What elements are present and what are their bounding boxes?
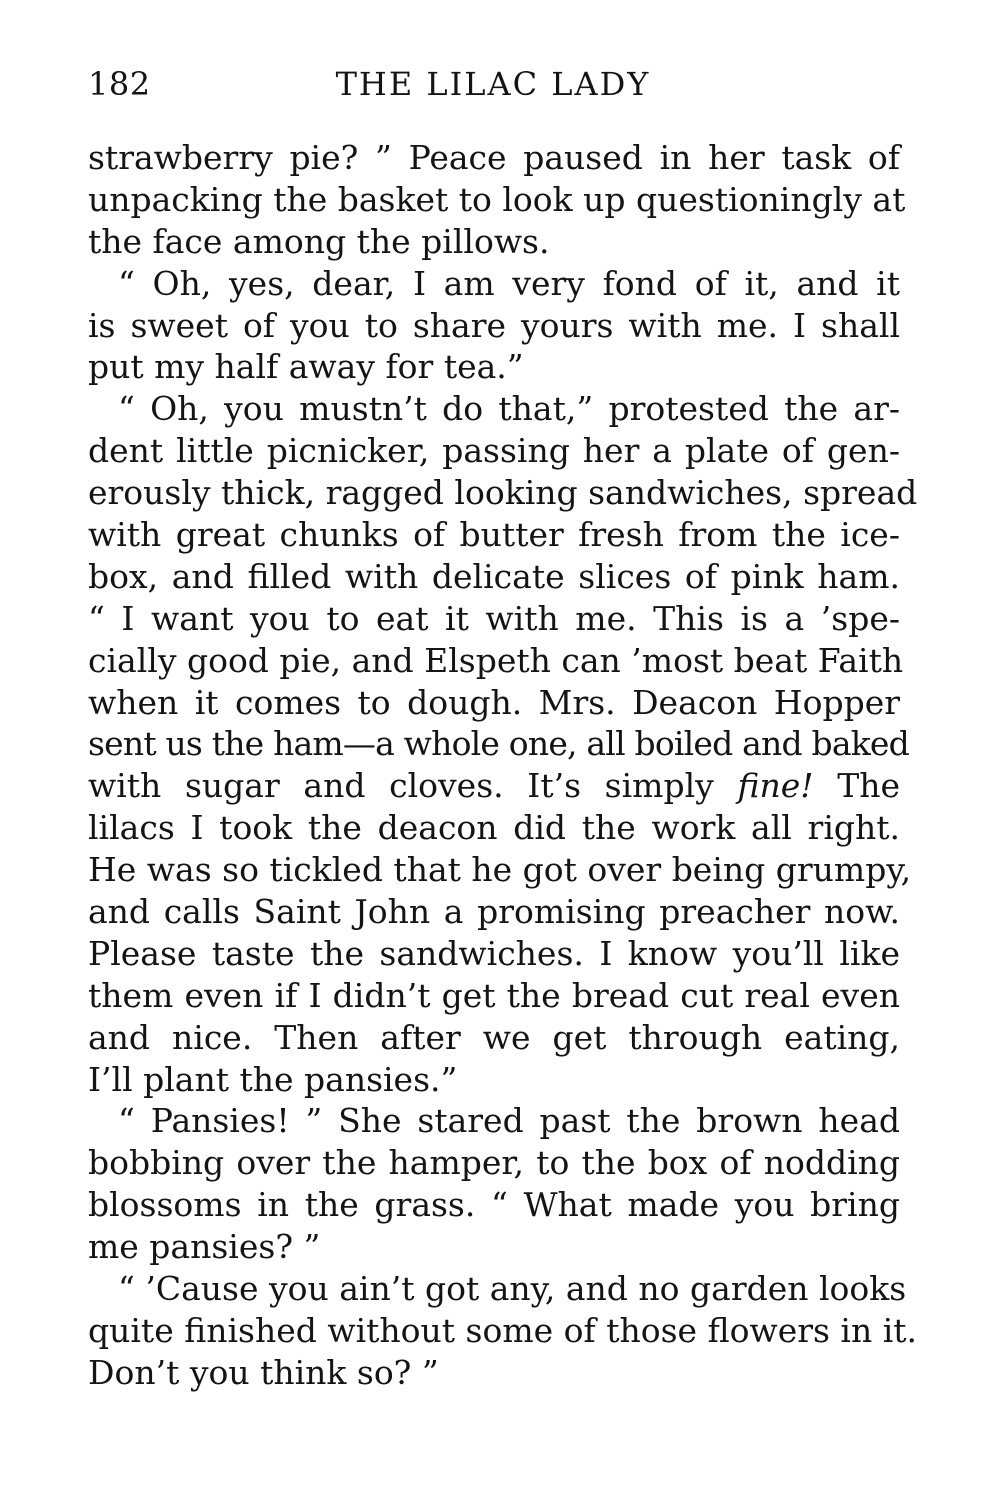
text-line: quite finished without some of those flowers in it. bbox=[88, 1310, 918, 1350]
running-title: THE LILAC LADY bbox=[335, 65, 651, 103]
text-line: and nice. Then after we get through eating, bbox=[88, 1017, 900, 1057]
text-line: “ I want you to eat it with me. This is a ’spe- bbox=[88, 598, 900, 638]
text-line: sent us the ham—a whole one, all boiled and baked bbox=[88, 724, 909, 764]
text-line: “ Pansies! ” She stared past the brown head bbox=[118, 1101, 900, 1141]
text-line: me pansies? ” bbox=[88, 1227, 321, 1267]
text-line: when it comes to dough. Mrs. Deacon Hopper bbox=[88, 682, 900, 722]
text-line: dent little picnicker, passing her a plate of gen- bbox=[88, 431, 900, 471]
text-line: I’ll plant the pansies.” bbox=[88, 1059, 458, 1099]
text-line: “ Oh, you mustn’t do that,” protested the ar- bbox=[118, 389, 900, 429]
text-line: is sweet of you to share yours with me. I shall bbox=[88, 305, 900, 345]
text-line: blossoms in the grass. “ What made you bring bbox=[88, 1185, 900, 1225]
text-line-with-emphasis bbox=[88, 765, 900, 807]
text-line: Please taste the sandwiches. I know you’ll like bbox=[88, 933, 900, 973]
page-header bbox=[88, 64, 898, 104]
text-line: strawberry pie? ” Peace paused in her task of bbox=[88, 138, 900, 177]
text-line: “ Oh, yes, dear, I am very fond of it, and it bbox=[118, 263, 900, 303]
text-segment: The bbox=[837, 766, 900, 806]
text-line: cially good pie, and Elspeth can ’most beat Faith bbox=[88, 640, 904, 680]
text-segment: with sugar and cloves. It’s simply bbox=[88, 766, 714, 806]
text-line: and calls Saint John a promising preacher now. bbox=[88, 892, 900, 932]
text-line: box, and filled with delicate slices of pink ham. bbox=[88, 556, 900, 596]
text-line: with great chunks of butter fresh from the ice- bbox=[88, 515, 900, 555]
text-line: erously thick, ragged looking sandwiches, spread bbox=[88, 473, 918, 513]
text-line: unpacking the basket to look up questioningly at bbox=[88, 179, 906, 219]
text-line: Don’t you think so? ” bbox=[88, 1352, 439, 1392]
body-text bbox=[88, 137, 918, 1394]
text-line: them even if I didn’t get the bread cut real even bbox=[88, 975, 900, 1015]
text-line: the face among the pillows. bbox=[88, 221, 550, 261]
page-number: 182 bbox=[88, 65, 151, 103]
text-line: He was so tickled that he got over being grumpy, bbox=[88, 850, 912, 890]
text-line: “ ’Cause you ain’t got any, and no garden looks bbox=[118, 1269, 907, 1309]
text-line: bobbing over the hamper, to the box of nodding bbox=[88, 1143, 900, 1183]
text-line: lilacs I took the deacon did the work all right. bbox=[88, 808, 900, 848]
text-line: put my half away for tea.” bbox=[88, 347, 524, 387]
emphasized-word: fine! bbox=[737, 766, 814, 806]
